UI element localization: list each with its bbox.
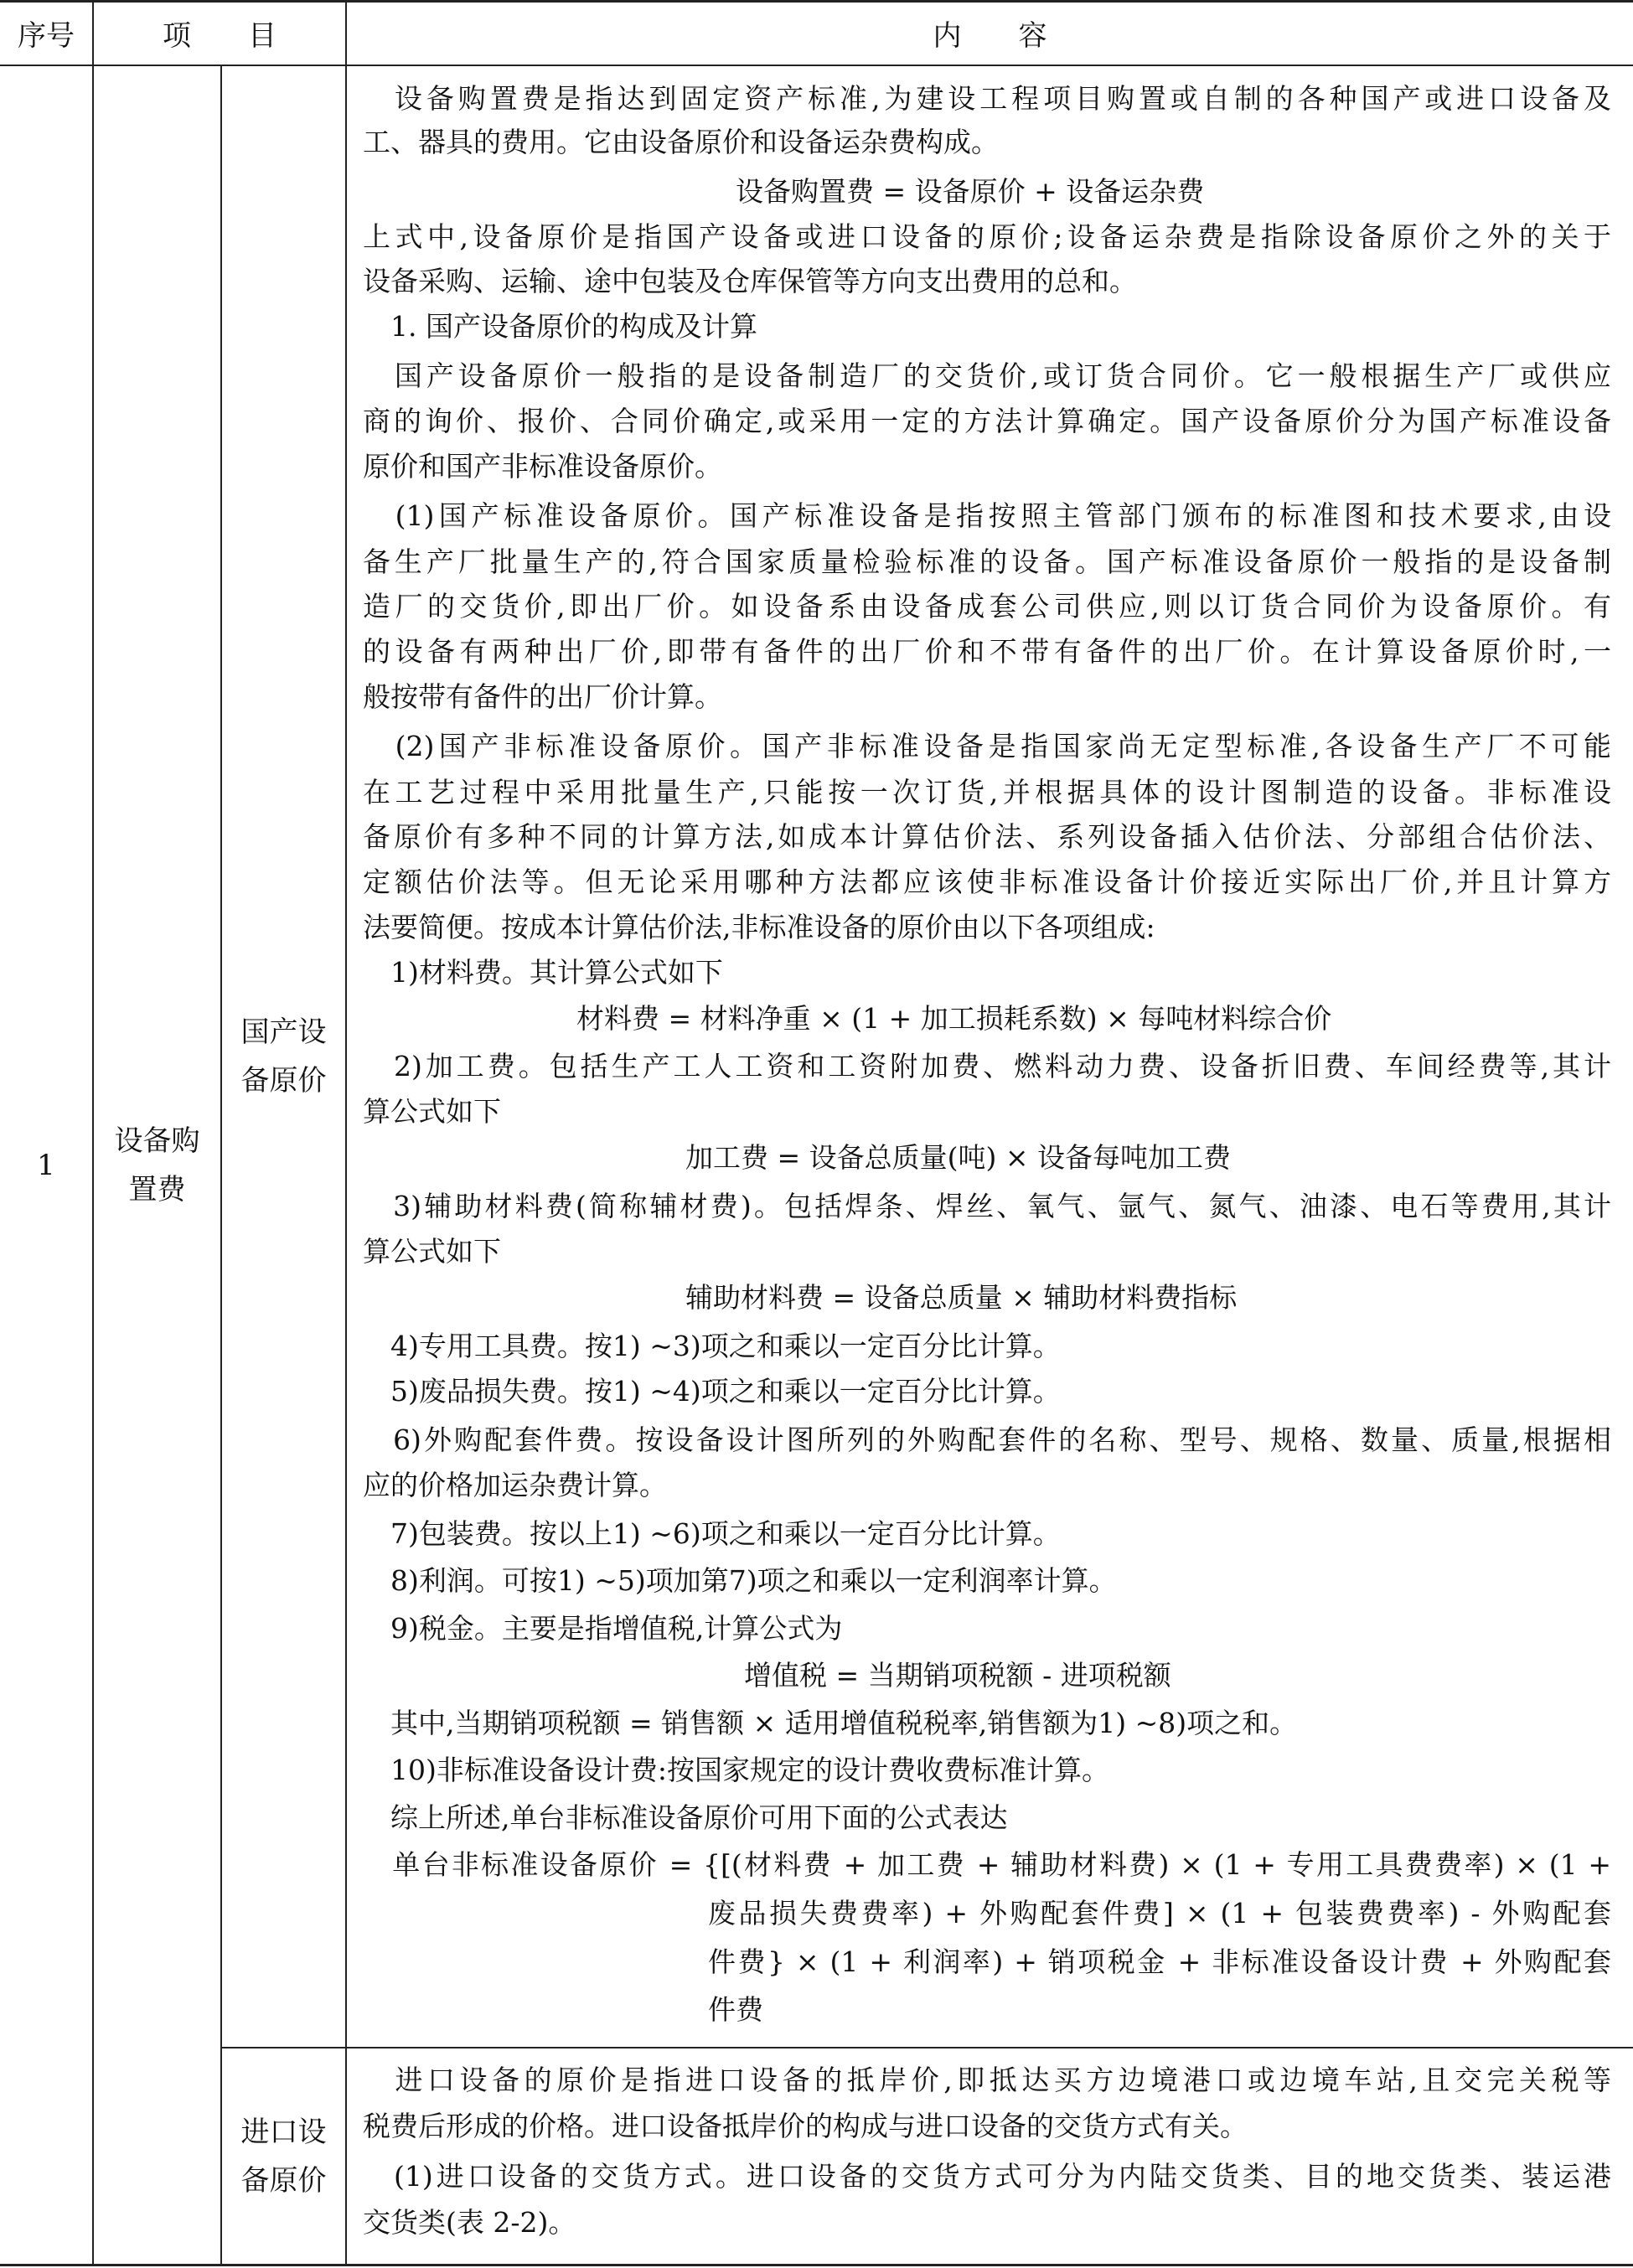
formula-line: 材料费 = 材料净重 × (1 + 加工损耗系数) × 每吨材料综合价 bbox=[576, 1002, 1332, 1035]
col-divider-3 bbox=[345, 0, 347, 2265]
text-line: 在工艺过程中采用批量生产,只能按一次订货,并根据具体的设计图制造的设备。非标准设 bbox=[363, 776, 1611, 809]
text-line: 进口设备的原价是指进口设备的抵岸价,即抵达买方边境港口或边境车站,且交完关税等 bbox=[363, 2064, 1611, 2096]
text-line: 般按带有备件的出厂价计算。 bbox=[363, 680, 722, 713]
formula-line: 设备购置费 = 设备原价 + 设备运杂费 bbox=[736, 175, 1205, 208]
text-line: 5)废品损失费。按1) ~4)项之和乘以一定百分比计算。 bbox=[363, 1375, 1061, 1408]
text-line: 其中,当期销项税额 = 销售额 × 适用增值税税率,销售额为1) ~8)项之和。 bbox=[363, 1707, 1298, 1739]
text-line: 法要简便。按成本计算估价法,非标准设备的原价由以下各项组成: bbox=[363, 911, 1155, 943]
row-number: 1 bbox=[37, 1149, 55, 1182]
text-line: (1)国产标准设备原价。国产标准设备是指按照主管部门颁布的标准图和技术要求,由设 bbox=[363, 499, 1611, 532]
text-line: 的设备有两种出厂价,即带有备件的出厂价和不带有备件的出厂价。在计算设备原价时,一 bbox=[363, 635, 1611, 668]
text-line: 算公式如下 bbox=[363, 1235, 501, 1268]
subrow-divider-rule bbox=[220, 2047, 1633, 2048]
domestic-content bbox=[363, 77, 1620, 2038]
text-line: 设备采购、运输、途中包装及仓库保管等方向支出费用的总和。 bbox=[363, 265, 1137, 297]
text-line: 4)专用工具费。按1) ~3)项之和乘以一定百分比计算。 bbox=[363, 1330, 1061, 1362]
header-item: 项 目 bbox=[163, 18, 276, 53]
text-line: 综上所述,单台非标准设备原价可用下面的公式表达 bbox=[363, 1801, 1008, 1834]
text-line: 9)税金。主要是指增值税,计算公式为 bbox=[363, 1612, 843, 1645]
text-line: 工、器具的费用。它由设备原价和设备运杂费构成。 bbox=[363, 126, 999, 158]
text-line: 税费后形成的价格。进口设备抵岸价的构成与进口设备的交货方式有关。 bbox=[363, 2110, 1248, 2142]
text-line: 国产设备原价一般指的是设备制造厂的交货价,或订货合同价。它一般根据生产厂或供应 bbox=[363, 359, 1611, 392]
formula-line: 辅助材料费 = 设备总质量 × 辅助材料费指标 bbox=[685, 1281, 1238, 1314]
sub-item-imported: 进口设 备原价 bbox=[240, 2115, 327, 2198]
header-no: 序号 bbox=[18, 18, 75, 53]
text-line: 交货类(表 2-2)。 bbox=[363, 2206, 576, 2239]
header-content: 内 容 bbox=[933, 18, 1047, 53]
text-line: 10)非标准设备设计费:按国家规定的设计费收费标准计算。 bbox=[363, 1754, 1109, 1786]
text-line: 应的价格加运杂费计算。 bbox=[363, 1469, 667, 1501]
text-line: 8)利润。可按1) ~5)项加第7)项之和乘以一定利润率计算。 bbox=[363, 1564, 1117, 1597]
row-item-label: 设备购 置费 bbox=[114, 1124, 200, 1206]
imported-content bbox=[363, 2059, 1620, 2260]
text-line: 备原价有多种不同的计算方法,如成本计算估价法、系列设备插入估价法、分部组合估价法、 bbox=[363, 820, 1611, 853]
table-bottom-rule bbox=[0, 2264, 1633, 2266]
text-line: 设备购置费是指达到固定资产标准,为建设工程项目购置或自制的各种国产或进口设备及 bbox=[363, 82, 1611, 115]
section-heading: 1. 国产设备原价的构成及计算 bbox=[363, 310, 757, 343]
text-line: 备生产厂批量生产的,符合国家质量检验标准的设备。国产标准设备原价一般指的是设备制 bbox=[363, 545, 1611, 578]
text-line: 算公式如下 bbox=[363, 1095, 501, 1128]
formula-line: 废品损失费费率) + 外购配套件费] × (1 + 包装费费率) - 外购配套 bbox=[708, 1897, 1611, 1930]
text-line: 2)加工费。包括生产工人工资和工资附加费、燃料动力费、设备折旧费、车间经费等,其计 bbox=[363, 1050, 1611, 1082]
text-line: 7)包装费。按以上1) ~6)项之和乘以一定百分比计算。 bbox=[363, 1517, 1061, 1550]
text-line: 定额估价法等。但无论采用哪种方法都应该使非标准设备计价接近实际出厂价,并且计算方 bbox=[363, 865, 1611, 898]
formula-line: 件费 bbox=[708, 1993, 763, 2026]
text-line: 原价和国产非标准设备原价。 bbox=[363, 450, 722, 483]
text-line: 1)材料费。其计算公式如下 bbox=[363, 956, 723, 989]
sub-item-domestic: 国产设 备原价 bbox=[240, 1015, 327, 1098]
formula-line: 件费} × (1 + 利润率) + 销项税金 + 非标准设备设计费 + 外购配套 bbox=[708, 1945, 1611, 1978]
text-line: 造厂的交货价,即出厂价。如设备系由设备成套公司供应,则以订货合同价为设备原价。有 bbox=[363, 590, 1611, 623]
formula-line: 增值税 = 当期销项税额 - 进项税额 bbox=[744, 1659, 1171, 1692]
text-line: (1)进口设备的交货方式。进口设备的交货方式可分为内陆交货类、目的地交货类、装运港 bbox=[363, 2160, 1611, 2193]
text-line: 6)外购配套件费。按设备设计图所列的外购配套件的名称、型号、规格、数量、质量,根据相 bbox=[363, 1423, 1611, 1456]
text-line: 3)辅助材料费(简称辅材费)。包括焊条、焊丝、氧气、氩气、氮气、油漆、电石等费用,其计 bbox=[363, 1190, 1611, 1222]
text-line: 上式中,设备原价是指国产设备或进口设备的原价;设备运杂费是指除设备原价之外的关于 bbox=[363, 220, 1611, 253]
formula-line: 单台非标准设备原价 = {[(材料费 + 加工费 + 辅助材料费) × (1 + 专用工具费费率) × (1 + bbox=[363, 1848, 1611, 1881]
formula-line: 加工费 = 设备总质量(吨) × 设备每吨加工费 bbox=[685, 1141, 1232, 1174]
text-line: 商的询价、报价、合同价确定,或采用一定的方法计算确定。国产设备原价分为国产标准设备 bbox=[363, 405, 1611, 437]
text-line: (2)国产非标准设备原价。国产非标准设备是指国家尚无定型标准,各设备生产厂不可能 bbox=[363, 730, 1611, 762]
